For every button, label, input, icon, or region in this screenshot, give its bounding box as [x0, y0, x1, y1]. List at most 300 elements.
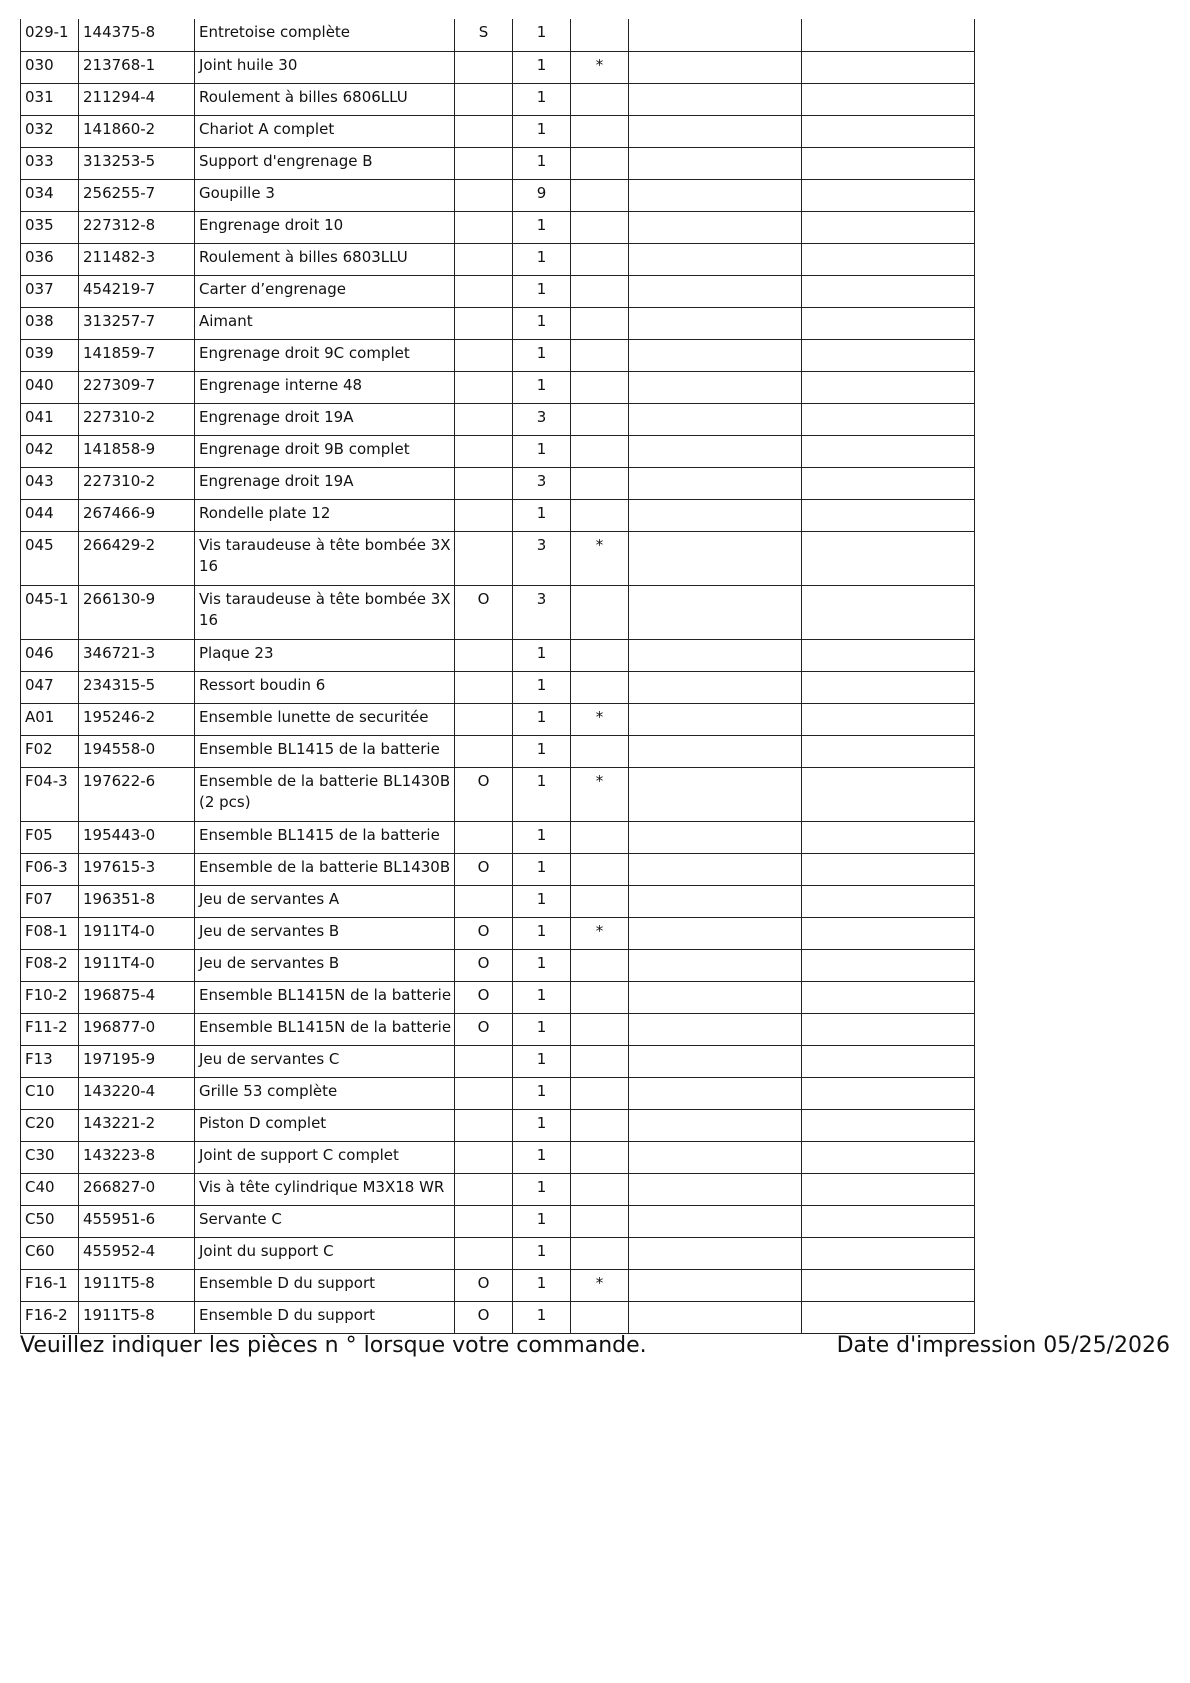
quantity-cell: 1	[513, 115, 571, 147]
quantity-cell: 1	[513, 1141, 571, 1173]
mark-cell	[571, 1173, 629, 1205]
part-number-cell: 034	[21, 179, 79, 211]
quantity-cell: 1	[513, 853, 571, 885]
mark-cell	[571, 639, 629, 671]
table-row	[21, 585, 975, 639]
description-cell: Ensemble lunette de securitée	[195, 703, 455, 735]
mark-cell	[571, 339, 629, 371]
code-cell	[455, 83, 513, 115]
table-row	[21, 339, 975, 371]
blank-cell	[802, 179, 975, 211]
blank-cell	[802, 339, 975, 371]
part-number-cell: 037	[21, 275, 79, 307]
table-row	[21, 981, 975, 1013]
quantity-cell: 1	[513, 51, 571, 83]
mark-cell	[571, 19, 629, 51]
reference-cell: 141859-7	[79, 339, 195, 371]
mark-cell	[571, 585, 629, 639]
blank-cell	[629, 115, 802, 147]
part-number-cell: 044	[21, 499, 79, 531]
reference-cell: 196877-0	[79, 1013, 195, 1045]
blank-cell	[802, 147, 975, 179]
code-cell	[455, 179, 513, 211]
table-row	[21, 1013, 975, 1045]
description-cell: Engrenage droit 19A	[195, 467, 455, 499]
description-cell: Roulement à billes 6806LLU	[195, 83, 455, 115]
reference-cell: 346721-3	[79, 639, 195, 671]
mark-cell: *	[571, 767, 629, 821]
table-row	[21, 243, 975, 275]
blank-cell	[629, 275, 802, 307]
blank-cell	[629, 1237, 802, 1269]
description-cell: Support d'engrenage B	[195, 147, 455, 179]
table-row	[21, 147, 975, 179]
mark-cell	[571, 1205, 629, 1237]
blank-cell	[802, 703, 975, 735]
quantity-cell: 1	[513, 981, 571, 1013]
quantity-cell: 1	[513, 1077, 571, 1109]
quantity-cell: 1	[513, 339, 571, 371]
part-number-cell: 046	[21, 639, 79, 671]
part-number-cell: F16-2	[21, 1301, 79, 1333]
blank-cell	[802, 949, 975, 981]
description-cell: Goupille 3	[195, 179, 455, 211]
table-row	[21, 51, 975, 83]
quantity-cell: 1	[513, 83, 571, 115]
blank-cell	[629, 917, 802, 949]
code-cell	[455, 147, 513, 179]
reference-cell: 211482-3	[79, 243, 195, 275]
parts-table	[20, 19, 975, 1334]
part-number-cell: 038	[21, 307, 79, 339]
part-number-cell: 029-1	[21, 19, 79, 51]
table-row	[21, 1205, 975, 1237]
table-row	[21, 1301, 975, 1333]
reference-cell: 143221-2	[79, 1109, 195, 1141]
quantity-cell: 1	[513, 19, 571, 51]
reference-cell: 1911T5-8	[79, 1301, 195, 1333]
blank-cell	[629, 147, 802, 179]
blank-cell	[802, 499, 975, 531]
description-cell: Ensemble BL1415N de la batterie	[195, 981, 455, 1013]
blank-cell	[629, 949, 802, 981]
description-cell: Joint de support C complet	[195, 1141, 455, 1173]
reference-cell: 266827-0	[79, 1173, 195, 1205]
blank-cell	[802, 1045, 975, 1077]
table-row	[21, 917, 975, 949]
table-row	[21, 853, 975, 885]
reference-cell: 267466-9	[79, 499, 195, 531]
description-cell: Piston D complet	[195, 1109, 455, 1141]
blank-cell	[629, 1013, 802, 1045]
table-row	[21, 671, 975, 703]
blank-cell	[629, 885, 802, 917]
reference-cell: 211294-4	[79, 83, 195, 115]
code-cell	[455, 211, 513, 243]
reference-cell: 227310-2	[79, 467, 195, 499]
blank-cell	[802, 83, 975, 115]
code-cell: O	[455, 1301, 513, 1333]
part-number-cell: C30	[21, 1141, 79, 1173]
reference-cell: 1911T4-0	[79, 949, 195, 981]
code-cell: O	[455, 949, 513, 981]
code-cell: O	[455, 917, 513, 949]
blank-cell	[629, 703, 802, 735]
quantity-cell: 1	[513, 307, 571, 339]
blank-cell	[802, 821, 975, 853]
description-cell: Servante C	[195, 1205, 455, 1237]
code-cell: O	[455, 1269, 513, 1301]
mark-cell	[571, 949, 629, 981]
quantity-cell: 3	[513, 531, 571, 585]
blank-cell	[629, 585, 802, 639]
description-cell: Carter d’engrenage	[195, 275, 455, 307]
table-row	[21, 499, 975, 531]
quantity-cell: 1	[513, 917, 571, 949]
blank-cell	[802, 307, 975, 339]
part-number-cell: 031	[21, 83, 79, 115]
table-row	[21, 19, 975, 51]
blank-cell	[802, 917, 975, 949]
blank-cell	[629, 371, 802, 403]
mark-cell	[571, 435, 629, 467]
description-cell: Ensemble de la batterie BL1430B (2 pcs)	[195, 767, 455, 821]
reference-cell: 196351-8	[79, 885, 195, 917]
reference-cell: 256255-7	[79, 179, 195, 211]
table-row	[21, 1269, 975, 1301]
quantity-cell: 1	[513, 1301, 571, 1333]
reference-cell: 234315-5	[79, 671, 195, 703]
table-row	[21, 1237, 975, 1269]
description-cell: Jeu de servantes B	[195, 949, 455, 981]
reference-cell: 266130-9	[79, 585, 195, 639]
description-cell: Ensemble BL1415 de la batterie	[195, 821, 455, 853]
parts-table-body	[21, 19, 975, 1333]
code-cell	[455, 1077, 513, 1109]
code-cell	[455, 275, 513, 307]
code-cell	[455, 403, 513, 435]
blank-cell	[629, 435, 802, 467]
reference-cell: 141858-9	[79, 435, 195, 467]
part-number-cell: 040	[21, 371, 79, 403]
table-row	[21, 885, 975, 917]
code-cell	[455, 821, 513, 853]
blank-cell	[629, 339, 802, 371]
mark-cell	[571, 179, 629, 211]
blank-cell	[629, 981, 802, 1013]
part-number-cell: F08-1	[21, 917, 79, 949]
description-cell: Ensemble de la batterie BL1430B	[195, 853, 455, 885]
blank-cell	[802, 585, 975, 639]
blank-cell	[802, 735, 975, 767]
mark-cell	[571, 821, 629, 853]
part-number-cell: C60	[21, 1237, 79, 1269]
table-row	[21, 639, 975, 671]
reference-cell: 454219-7	[79, 275, 195, 307]
mark-cell	[571, 671, 629, 703]
table-row	[21, 1109, 975, 1141]
reference-cell: 227309-7	[79, 371, 195, 403]
blank-cell	[629, 307, 802, 339]
mark-cell	[571, 83, 629, 115]
blank-cell	[802, 1237, 975, 1269]
blank-cell	[629, 531, 802, 585]
reference-cell: 455951-6	[79, 1205, 195, 1237]
quantity-cell: 1	[513, 1173, 571, 1205]
part-number-cell: F08-2	[21, 949, 79, 981]
description-cell: Ensemble BL1415N de la batterie	[195, 1013, 455, 1045]
blank-cell	[802, 211, 975, 243]
blank-cell	[802, 115, 975, 147]
part-number-cell: F11-2	[21, 1013, 79, 1045]
code-cell	[455, 1237, 513, 1269]
description-cell: Joint huile 30	[195, 51, 455, 83]
code-cell	[455, 735, 513, 767]
blank-cell	[629, 1269, 802, 1301]
quantity-cell: 1	[513, 949, 571, 981]
part-number-cell: F06-3	[21, 853, 79, 885]
code-cell	[455, 1173, 513, 1205]
reference-cell: 1911T4-0	[79, 917, 195, 949]
blank-cell	[629, 1301, 802, 1333]
blank-cell	[802, 981, 975, 1013]
blank-cell	[629, 821, 802, 853]
quantity-cell: 1	[513, 1045, 571, 1077]
quantity-cell: 3	[513, 585, 571, 639]
quantity-cell: 3	[513, 467, 571, 499]
part-number-cell: 042	[21, 435, 79, 467]
part-number-cell: F10-2	[21, 981, 79, 1013]
code-cell	[455, 531, 513, 585]
part-number-cell: F07	[21, 885, 79, 917]
description-cell: Jeu de servantes C	[195, 1045, 455, 1077]
blank-cell	[629, 671, 802, 703]
description-cell: Entretoise complète	[195, 19, 455, 51]
part-number-cell: A01	[21, 703, 79, 735]
table-row	[21, 703, 975, 735]
table-row	[21, 307, 975, 339]
quantity-cell: 1	[513, 243, 571, 275]
reference-cell: 313257-7	[79, 307, 195, 339]
mark-cell	[571, 115, 629, 147]
mark-cell	[571, 211, 629, 243]
description-cell: Ensemble BL1415 de la batterie	[195, 735, 455, 767]
table-row	[21, 371, 975, 403]
reference-cell: 227310-2	[79, 403, 195, 435]
table-row	[21, 821, 975, 853]
blank-cell	[629, 1109, 802, 1141]
description-cell: Roulement à billes 6803LLU	[195, 243, 455, 275]
reference-cell: 143223-8	[79, 1141, 195, 1173]
blank-cell	[629, 51, 802, 83]
blank-cell	[802, 1269, 975, 1301]
description-cell: Joint du support C	[195, 1237, 455, 1269]
description-cell: Grille 53 complète	[195, 1077, 455, 1109]
code-cell	[455, 885, 513, 917]
part-number-cell: F13	[21, 1045, 79, 1077]
mark-cell	[571, 1013, 629, 1045]
description-cell: Vis taraudeuse à tête bombée 3X 16	[195, 531, 455, 585]
part-number-cell: C50	[21, 1205, 79, 1237]
blank-cell	[629, 853, 802, 885]
code-cell	[455, 307, 513, 339]
blank-cell	[802, 1205, 975, 1237]
description-cell: Vis taraudeuse à tête bombée 3X 16	[195, 585, 455, 639]
mark-cell	[571, 885, 629, 917]
description-cell: Engrenage droit 19A	[195, 403, 455, 435]
mark-cell	[571, 1045, 629, 1077]
table-row	[21, 1173, 975, 1205]
blank-cell	[802, 1013, 975, 1045]
mark-cell	[571, 1237, 629, 1269]
code-cell	[455, 639, 513, 671]
mark-cell	[571, 243, 629, 275]
blank-cell	[802, 885, 975, 917]
quantity-cell: 1	[513, 435, 571, 467]
quantity-cell: 1	[513, 671, 571, 703]
reference-cell: 227312-8	[79, 211, 195, 243]
part-number-cell: 045	[21, 531, 79, 585]
part-number-cell: 030	[21, 51, 79, 83]
mark-cell	[571, 1109, 629, 1141]
quantity-cell: 1	[513, 275, 571, 307]
description-cell: Rondelle plate 12	[195, 499, 455, 531]
blank-cell	[629, 1045, 802, 1077]
code-cell	[455, 115, 513, 147]
blank-cell	[802, 1109, 975, 1141]
code-cell: O	[455, 981, 513, 1013]
blank-cell	[629, 1077, 802, 1109]
mark-cell	[571, 307, 629, 339]
part-number-cell: 045-1	[21, 585, 79, 639]
blank-cell	[629, 179, 802, 211]
quantity-cell: 1	[513, 1109, 571, 1141]
quantity-cell: 1	[513, 885, 571, 917]
part-number-cell: 033	[21, 147, 79, 179]
print-date: Date d'impression 05/25/2026	[836, 1333, 1170, 1358]
blank-cell	[629, 467, 802, 499]
mark-cell	[571, 735, 629, 767]
quantity-cell: 1	[513, 1205, 571, 1237]
blank-cell	[802, 1301, 975, 1333]
mark-cell	[571, 403, 629, 435]
description-cell: Engrenage droit 9B complet	[195, 435, 455, 467]
table-row	[21, 1141, 975, 1173]
blank-cell	[802, 671, 975, 703]
reference-cell: 213768-1	[79, 51, 195, 83]
blank-cell	[629, 1205, 802, 1237]
code-cell	[455, 51, 513, 83]
quantity-cell: 1	[513, 211, 571, 243]
quantity-cell: 1	[513, 639, 571, 671]
blank-cell	[802, 275, 975, 307]
code-cell: O	[455, 1013, 513, 1045]
blank-cell	[802, 531, 975, 585]
code-cell	[455, 703, 513, 735]
blank-cell	[629, 1141, 802, 1173]
part-number-cell: F16-1	[21, 1269, 79, 1301]
blank-cell	[802, 467, 975, 499]
reference-cell: 197615-3	[79, 853, 195, 885]
blank-cell	[802, 51, 975, 83]
blank-cell	[629, 83, 802, 115]
code-cell	[455, 435, 513, 467]
blank-cell	[802, 403, 975, 435]
code-cell	[455, 371, 513, 403]
blank-cell	[802, 1173, 975, 1205]
quantity-cell: 1	[513, 147, 571, 179]
table-row	[21, 275, 975, 307]
blank-cell	[629, 243, 802, 275]
blank-cell	[802, 767, 975, 821]
blank-cell	[629, 767, 802, 821]
blank-cell	[629, 735, 802, 767]
blank-cell	[629, 1173, 802, 1205]
part-number-cell: 043	[21, 467, 79, 499]
reference-cell: 196875-4	[79, 981, 195, 1013]
quantity-cell: 9	[513, 179, 571, 211]
code-cell	[455, 339, 513, 371]
reference-cell: 144375-8	[79, 19, 195, 51]
mark-cell	[571, 371, 629, 403]
code-cell	[455, 499, 513, 531]
description-cell: Jeu de servantes A	[195, 885, 455, 917]
description-cell: Ressort boudin 6	[195, 671, 455, 703]
code-cell	[455, 1045, 513, 1077]
reference-cell: 1911T5-8	[79, 1269, 195, 1301]
code-cell	[455, 671, 513, 703]
quantity-cell: 3	[513, 403, 571, 435]
mark-cell	[571, 1077, 629, 1109]
part-number-cell: F04-3	[21, 767, 79, 821]
reference-cell: 143220-4	[79, 1077, 195, 1109]
blank-cell	[802, 19, 975, 51]
blank-cell	[629, 211, 802, 243]
code-cell	[455, 1109, 513, 1141]
quantity-cell: 1	[513, 767, 571, 821]
blank-cell	[629, 19, 802, 51]
table-row	[21, 211, 975, 243]
description-cell: Vis à tête cylindrique M3X18 WR	[195, 1173, 455, 1205]
blank-cell	[629, 403, 802, 435]
part-number-cell: F05	[21, 821, 79, 853]
part-number-cell: 047	[21, 671, 79, 703]
part-number-cell: 041	[21, 403, 79, 435]
blank-cell	[629, 639, 802, 671]
table-row	[21, 767, 975, 821]
description-cell: Aimant	[195, 307, 455, 339]
code-cell: S	[455, 19, 513, 51]
description-cell: Engrenage droit 9C complet	[195, 339, 455, 371]
part-number-cell: 032	[21, 115, 79, 147]
reference-cell: 194558-0	[79, 735, 195, 767]
part-number-cell: C40	[21, 1173, 79, 1205]
code-cell	[455, 1141, 513, 1173]
table-row	[21, 1045, 975, 1077]
quantity-cell: 1	[513, 1013, 571, 1045]
mark-cell: *	[571, 1269, 629, 1301]
code-cell: O	[455, 853, 513, 885]
code-cell	[455, 467, 513, 499]
quantity-cell: 1	[513, 735, 571, 767]
code-cell	[455, 1205, 513, 1237]
table-row	[21, 435, 975, 467]
reference-cell: 313253-5	[79, 147, 195, 179]
mark-cell	[571, 499, 629, 531]
reference-cell: 266429-2	[79, 531, 195, 585]
part-number-cell: 035	[21, 211, 79, 243]
table-row	[21, 467, 975, 499]
